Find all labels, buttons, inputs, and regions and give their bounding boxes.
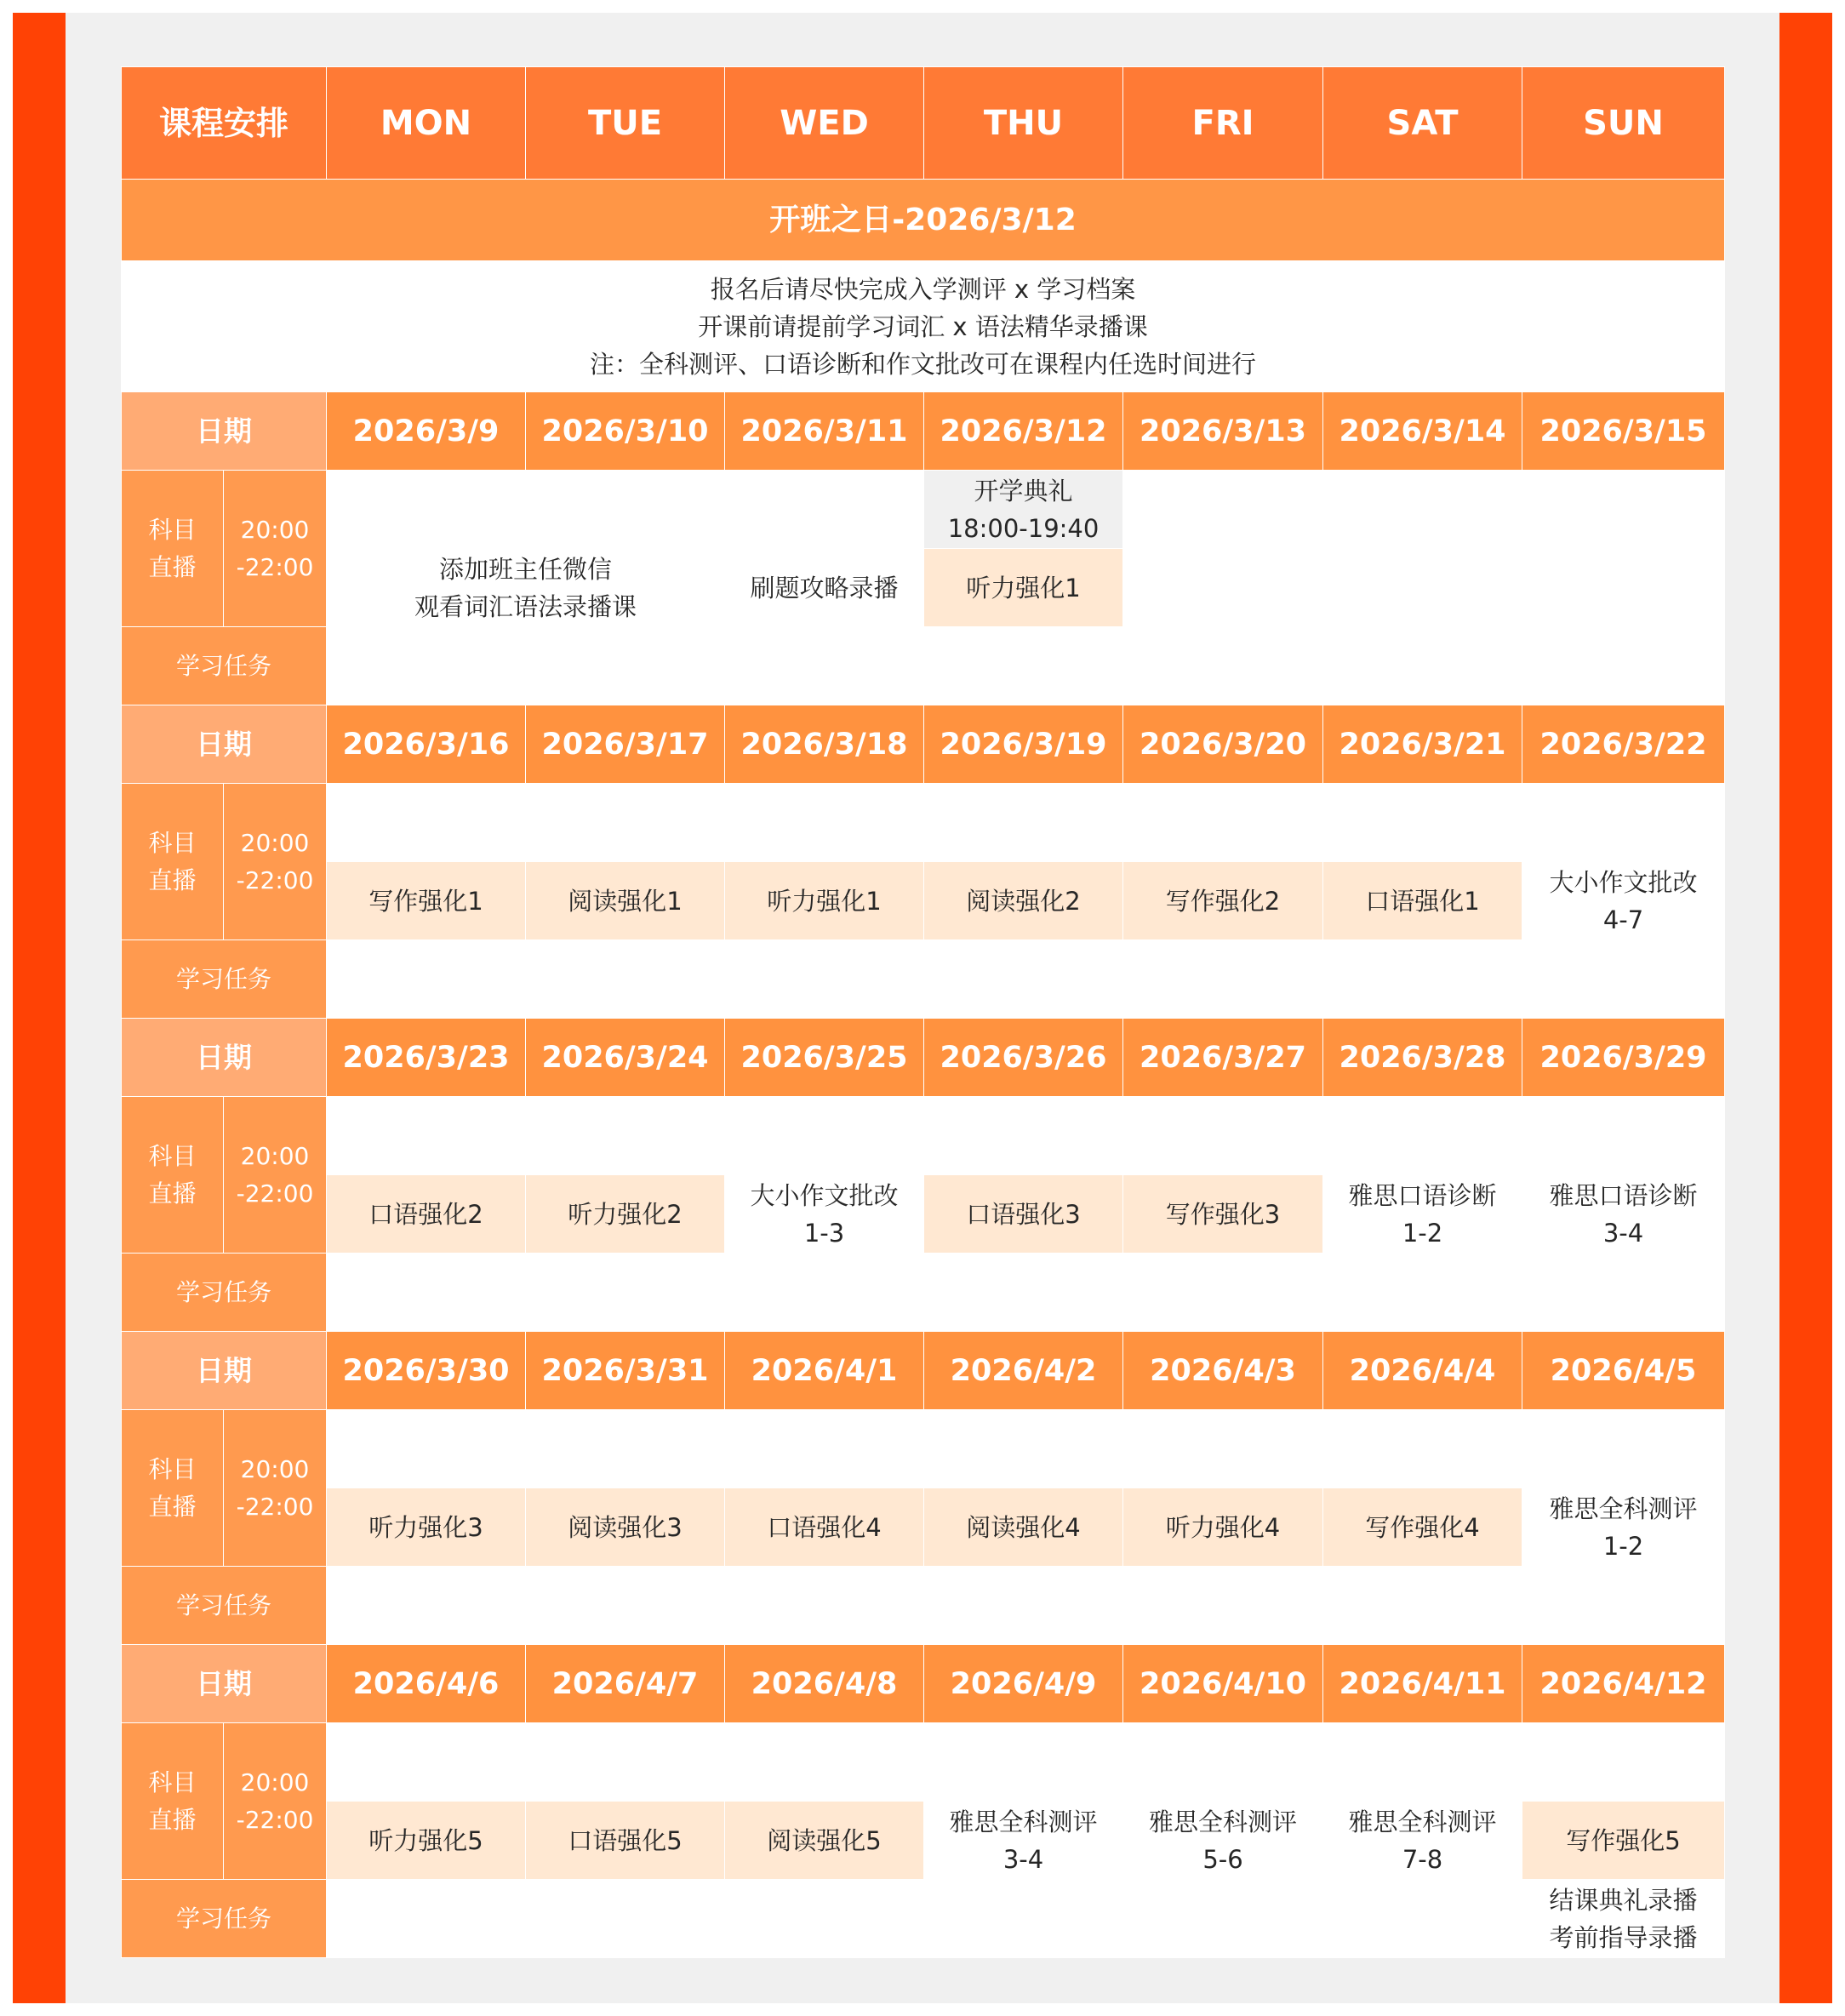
date-label: 日期 [122,1019,327,1097]
course-cell: 听力强化5 [327,1802,526,1880]
course-cell: 阅读强化4 [924,1488,1123,1567]
course-cell: 写作强化3 [1123,1175,1323,1254]
course-cell: 写作强化2 [1123,862,1323,940]
ceremony-time: 18:00-19:40 [947,513,1100,543]
empty-cell [1522,471,1725,705]
schedule-item-line: 雅思口语诊断 [1348,1180,1497,1210]
time-end: -22:00 [236,1805,314,1834]
date-cell: 2026/3/12 [924,392,1123,471]
live-time-label [224,784,327,940]
ceremony-title: 开学典礼 [974,476,1073,505]
time-start: 20:00 [240,828,310,857]
course-cell: 口语强化4 [725,1488,924,1567]
right-accent-bar [1779,13,1832,2003]
date-cell: 2026/4/10 [1123,1645,1323,1723]
empty-cell [924,627,1123,705]
subject-live-label [122,1410,224,1567]
date-cell: 2026/4/3 [1123,1332,1323,1410]
course-cell: 写作强化5 [1522,1802,1725,1880]
date-cell: 2026/3/20 [1123,705,1323,784]
date-cell: 2026/3/21 [1323,705,1522,784]
day-header-wed: WED [725,67,924,180]
opening-ceremony [924,471,1123,549]
live-label: 直播 [148,865,197,894]
study-task-label: 学习任务 [122,940,327,1019]
schedule-item [1522,1097,1725,1332]
time-end: -22:00 [236,1492,314,1521]
spacer-cell [327,1880,924,1958]
course-cell: 写作强化1 [327,862,526,940]
date-cell: 2026/3/13 [1123,392,1323,471]
empty-cell [1123,471,1323,705]
spacer-cell [924,1254,1323,1332]
schedule-item [924,1723,1123,1958]
live-time-label [224,471,327,627]
date-cell: 2026/3/26 [924,1019,1123,1097]
schedule-title: 课程安排 [122,67,327,180]
date-row [122,705,1725,784]
course-cell: 阅读强化3 [526,1488,725,1567]
course-cell: 听力强化4 [1123,1488,1323,1567]
time-start: 20:00 [240,1141,310,1170]
start-date-banner: 开班之日-2026/3/12 [122,180,1725,261]
notice-line-3: 注：全科测评、口语诊断和作文批改可在课程内任选时间进行 [590,349,1257,379]
spacer-cell [327,1097,725,1175]
course-cell: 口语强化3 [924,1175,1123,1254]
study-task-item [1522,1880,1725,1958]
schedule-item-line: 观看词汇语法录播课 [414,591,637,621]
date-cell: 2026/3/11 [725,392,924,471]
study-task-label: 学习任务 [122,1567,327,1645]
schedule-item [1323,1723,1522,1958]
schedule-item-line: 考前指导录播 [1549,1922,1698,1952]
schedule-item-line: 结课典礼录播 [1549,1885,1698,1915]
date-cell: 2026/4/11 [1323,1645,1522,1723]
schedule-item-line: 大小作文批改 [750,1180,899,1210]
schedule-item-line: 雅思全科测评 [1149,1807,1298,1836]
date-cell: 2026/3/10 [526,392,725,471]
day-header-thu: THU [924,67,1123,180]
spacer-cell [327,1410,1522,1488]
date-cell: 2026/3/18 [725,705,924,784]
notice-line-2: 开课前请提前学习词汇 x 语法精华录播课 [698,311,1148,341]
notice-block [122,261,1725,392]
time-end: -22:00 [236,552,314,581]
course-cell: 阅读强化1 [526,862,725,940]
schedule-item-line: 大小作文批改 [1549,867,1698,897]
study-task-label: 学习任务 [122,1254,327,1332]
date-cell: 2026/4/12 [1522,1645,1725,1723]
date-cell: 2026/3/27 [1123,1019,1323,1097]
date-cell: 2026/4/7 [526,1645,725,1723]
subject-live-label [122,784,224,940]
course-cell: 口语强化2 [327,1175,526,1254]
schedule-item-line: 雅思全科测评 [949,1807,1098,1836]
day-header-sun: SUN [1522,67,1725,180]
date-cell: 2026/3/23 [327,1019,526,1097]
schedule-item [1123,1723,1323,1958]
date-label: 日期 [122,1645,327,1723]
course-cell: 听力强化2 [526,1175,725,1254]
course-cell: 阅读强化2 [924,862,1123,940]
date-label: 日期 [122,705,327,784]
schedule-item-line: 1-3 [803,1218,845,1248]
date-label: 日期 [122,392,327,471]
study-task-label: 学习任务 [122,1880,327,1958]
schedule-item-line: 4-7 [1602,905,1644,934]
date-row [122,1019,1725,1097]
date-row [122,392,1725,471]
time-start: 20:00 [240,1768,310,1796]
date-cell: 2026/3/15 [1522,392,1725,471]
schedule-item-line: 雅思全科测评 [1549,1493,1698,1523]
live-label: 直播 [148,1805,197,1834]
schedule-item-line: 添加班主任微信 [439,554,613,584]
course-cell: 听力强化1 [725,862,924,940]
subject-label: 科目 [148,515,197,544]
spacer-cell [327,940,1522,1019]
schedule-item-line: 1-2 [1602,1531,1644,1561]
date-cell: 2026/3/25 [725,1019,924,1097]
schedule-item-line: 3-4 [1002,1844,1044,1874]
subject-label: 科目 [148,828,197,857]
date-cell: 2026/3/22 [1522,705,1725,784]
course-cell: 口语强化5 [526,1802,725,1880]
study-task-label: 学习任务 [122,627,327,705]
date-cell: 2026/3/28 [1323,1019,1522,1097]
schedule-item-line: 1-2 [1402,1218,1443,1248]
subject-label: 科目 [148,1454,197,1483]
date-cell: 2026/3/24 [526,1019,725,1097]
live-time-label [224,1097,327,1254]
date-cell: 2026/4/4 [1323,1332,1522,1410]
schedule-item-line: 7-8 [1402,1844,1443,1874]
date-cell: 2026/4/1 [725,1332,924,1410]
schedule-item [725,1097,924,1332]
live-time-label [224,1723,327,1880]
notice-line-1: 报名后请尽快完成入学测评 x 学习档案 [710,274,1136,304]
schedule-item-line: 雅思口语诊断 [1549,1180,1698,1210]
date-cell: 2026/3/17 [526,705,725,784]
date-cell: 2026/3/14 [1323,392,1522,471]
spacer-cell [327,1254,725,1332]
schedule-item-line: 雅思全科测评 [1348,1807,1497,1836]
schedule-item [327,471,725,705]
day-header-sat: SAT [1323,67,1522,180]
day-header-tue: TUE [526,67,725,180]
date-cell: 2026/3/16 [327,705,526,784]
date-cell: 2026/3/29 [1522,1019,1725,1097]
schedule-item [1522,1410,1725,1645]
course-cell: 阅读强化5 [725,1802,924,1880]
live-label: 直播 [148,552,197,581]
spacer-cell [924,1097,1323,1175]
schedule-item-line: 3-4 [1602,1218,1644,1248]
time-start: 20:00 [240,515,310,544]
subject-label: 科目 [148,1141,197,1170]
schedule-table [121,66,1725,1958]
time-end: -22:00 [236,865,314,894]
date-cell: 2026/4/6 [327,1645,526,1723]
course-cell: 听力强化1 [924,549,1123,627]
spacer-cell [1522,1723,1725,1802]
course-cell: 写作强化4 [1323,1488,1522,1567]
schedule-item [1522,784,1725,1019]
date-cell: 2026/3/31 [526,1332,725,1410]
schedule-item-line: 5-6 [1202,1844,1243,1874]
live-time-label [224,1410,327,1567]
date-cell: 2026/4/5 [1522,1332,1725,1410]
date-cell: 2026/4/8 [725,1645,924,1723]
time-end: -22:00 [236,1179,314,1208]
date-label: 日期 [122,1332,327,1410]
time-start: 20:00 [240,1454,310,1483]
spacer-cell [327,784,1522,862]
date-cell: 2026/3/30 [327,1332,526,1410]
date-row [122,1645,1725,1723]
day-header-fri: FRI [1123,67,1323,180]
course-cell: 口语强化1 [1323,862,1522,940]
date-cell: 2026/3/19 [924,705,1123,784]
live-label: 直播 [148,1179,197,1208]
date-cell: 2026/4/2 [924,1332,1123,1410]
date-row [122,1332,1725,1410]
spacer-cell [327,1567,1522,1645]
date-cell: 2026/4/9 [924,1645,1123,1723]
empty-cell [1323,471,1522,705]
schedule-item [1323,1097,1522,1332]
spacer-cell [327,1723,924,1802]
course-cell: 听力强化3 [327,1488,526,1567]
subject-live-label [122,1097,224,1254]
live-label: 直播 [148,1492,197,1521]
subject-live-label [122,1723,224,1880]
header-row [122,67,1725,180]
subject-live-label [122,471,224,627]
schedule-item: 刷题攻略录播 [725,471,924,705]
subject-label: 科目 [148,1768,197,1796]
date-cell: 2026/3/9 [327,392,526,471]
left-accent-bar [13,13,66,2003]
day-header-mon: MON [327,67,526,180]
